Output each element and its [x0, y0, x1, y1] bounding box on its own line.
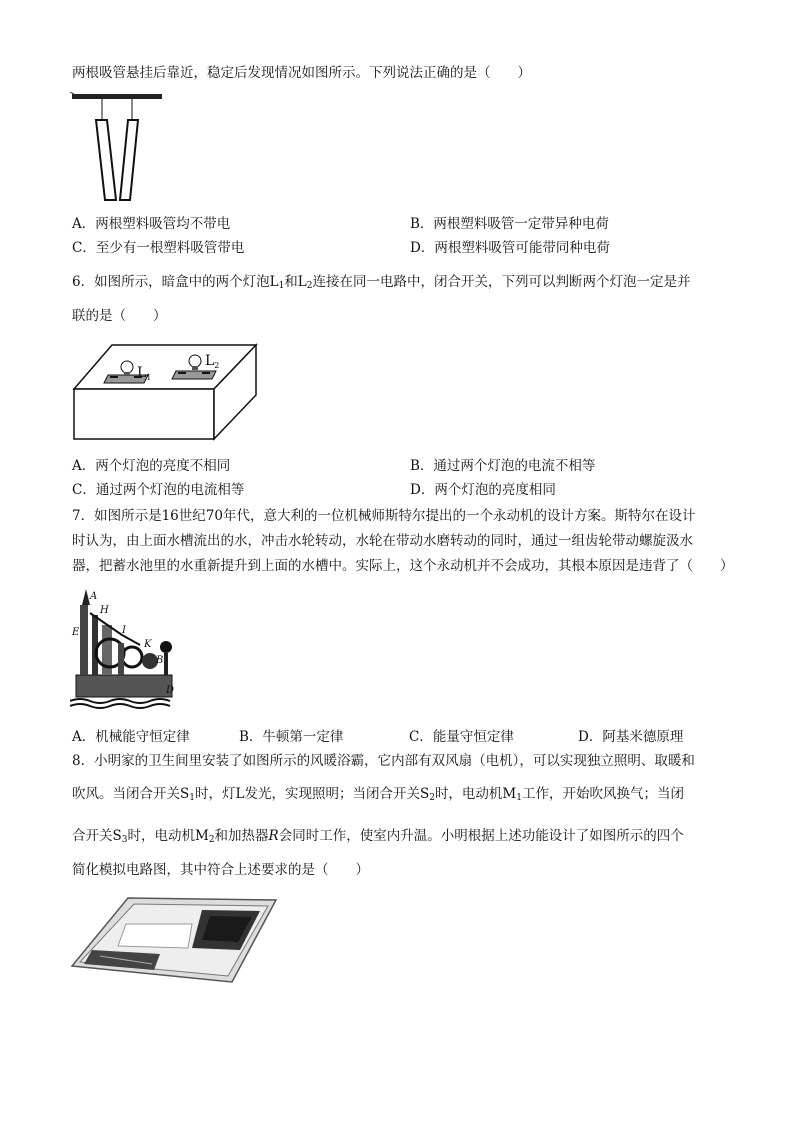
q6-fig-l1-sub: 1	[146, 373, 152, 382]
q5-option-c: C．至少有一根塑料吸管带电	[72, 240, 245, 256]
q6-l1: L	[269, 274, 279, 290]
q7-fig-label-k: K	[144, 639, 152, 650]
q6-fig-l2: L	[205, 353, 215, 369]
q6-stem-part2: 连接在同一电路中，闭合开关，下列可以判断两个灯泡一定是并	[312, 274, 691, 290]
q6-fig-l1: L	[137, 365, 147, 381]
q8-line3-m2: 2	[208, 835, 215, 845]
q7-option-a: A．机械能守恒定律	[72, 729, 190, 745]
q6-l2-sub: 2	[306, 281, 313, 291]
q6-option-a: A．两个灯泡的亮度不相同	[72, 458, 231, 474]
q8-line2-a: 吹风。当闭合开关S	[72, 786, 190, 802]
q7-stem-line3: 器，把蓄水池里的水重新提升到上面的水槽中。实际上，这个永动机并不会成功，其根本原因是违背了（ ）	[72, 558, 734, 574]
q6-stem-line1	[72, 272, 691, 296]
q6-stem-part1: 6．如图所示，暗盒中的两个灯泡	[72, 274, 270, 290]
q5-straws-figure	[70, 92, 170, 204]
q5-option-a: A．两根塑料吸管均不带电	[72, 216, 231, 232]
q8-stem-line4: 简化模拟电路图，其中符合上述要求的是（ ）	[72, 862, 369, 878]
q6-fig-l2-sub: 2	[214, 361, 220, 370]
q8-bath-heater-figure	[70, 894, 280, 1004]
q7-fig-label-e: E	[72, 627, 80, 638]
q6-option-b: B．通过两个灯泡的电流不相等	[410, 458, 596, 474]
q8-line2-m1: 1	[516, 793, 522, 803]
q8-line3-c: 和加热器	[214, 828, 269, 844]
q6-option-d: D．两个灯泡的亮度相同	[410, 482, 556, 498]
q7-fig-label-h: H	[100, 605, 109, 616]
q6-option-c: C．通过两个灯泡的电流相等	[72, 482, 245, 498]
q6-l1-sub: 1	[278, 281, 285, 291]
q8-line2-s2: 2	[429, 793, 435, 803]
q8-line2-c: 时，电动机M	[434, 786, 517, 802]
q7-fig-label-i: I	[122, 625, 126, 636]
q6-dark-box-figure	[72, 343, 262, 443]
q7-option-b: B．牛顿第一定律	[239, 729, 344, 745]
q7-option-d: D．阿基米德原理	[578, 729, 684, 745]
q5-option-b: B．两根塑料吸管一定带异种电荷	[410, 216, 609, 232]
q7-option-c: C．能量守恒定律	[409, 729, 514, 745]
q7-fig-label-b: B	[156, 655, 164, 666]
q8-line3-a: 合开关S	[72, 828, 122, 844]
q7-machine-figure	[70, 585, 180, 713]
q8-line2-s1: 1	[189, 793, 195, 803]
q8-line2-d: 工作，开始吹风换气；当闭	[522, 786, 684, 802]
q8-line3-s3: 3	[121, 835, 128, 845]
q7-fig-label-a: A	[90, 591, 98, 602]
q5-stem: 两根吸管悬挂后靠近，稳定后发现情况如图所示。下列说法正确的是（ ）	[72, 65, 531, 81]
q7-stem-line2: 时认为，由上面水槽流出的水，冲击水轮转动，水轮在带动水磨转动的同时，通过一组齿轮带动螺旋汲水	[72, 533, 693, 549]
q6-l2: L	[297, 274, 307, 290]
q8-line3-d: 会同时工作，使室内升温。小明根据上述功能设计了如图所示的四个	[278, 828, 684, 844]
q8-stem-line2	[72, 784, 684, 808]
q7-stem-line1: 7．如图所示是16世纪70年代，意大利的一位机械师斯特尔提出的一个永动机的设计方案。斯特尔在设计	[72, 508, 696, 524]
q5-option-d: D．两根塑料吸管可能带同种电荷	[410, 240, 610, 256]
q8-line2-b: 时，灯L发光，实现照明；当闭合开关S	[194, 786, 430, 802]
q8-line3-r: R	[268, 828, 279, 844]
q8-line3-b: 时，电动机M	[127, 828, 209, 844]
q8-stem-line1: 8．小明家的卫生间里安装了如图所示的风暖浴霸，它内部有双风扇（电机），可以实现独立照明、取暖和	[72, 753, 695, 769]
q8-stem-line3	[72, 826, 684, 850]
q7-fig-label-d: D	[166, 685, 175, 696]
q6-stem-line2: 联的是（ ）	[72, 308, 167, 324]
q6-and: 和	[284, 274, 298, 290]
